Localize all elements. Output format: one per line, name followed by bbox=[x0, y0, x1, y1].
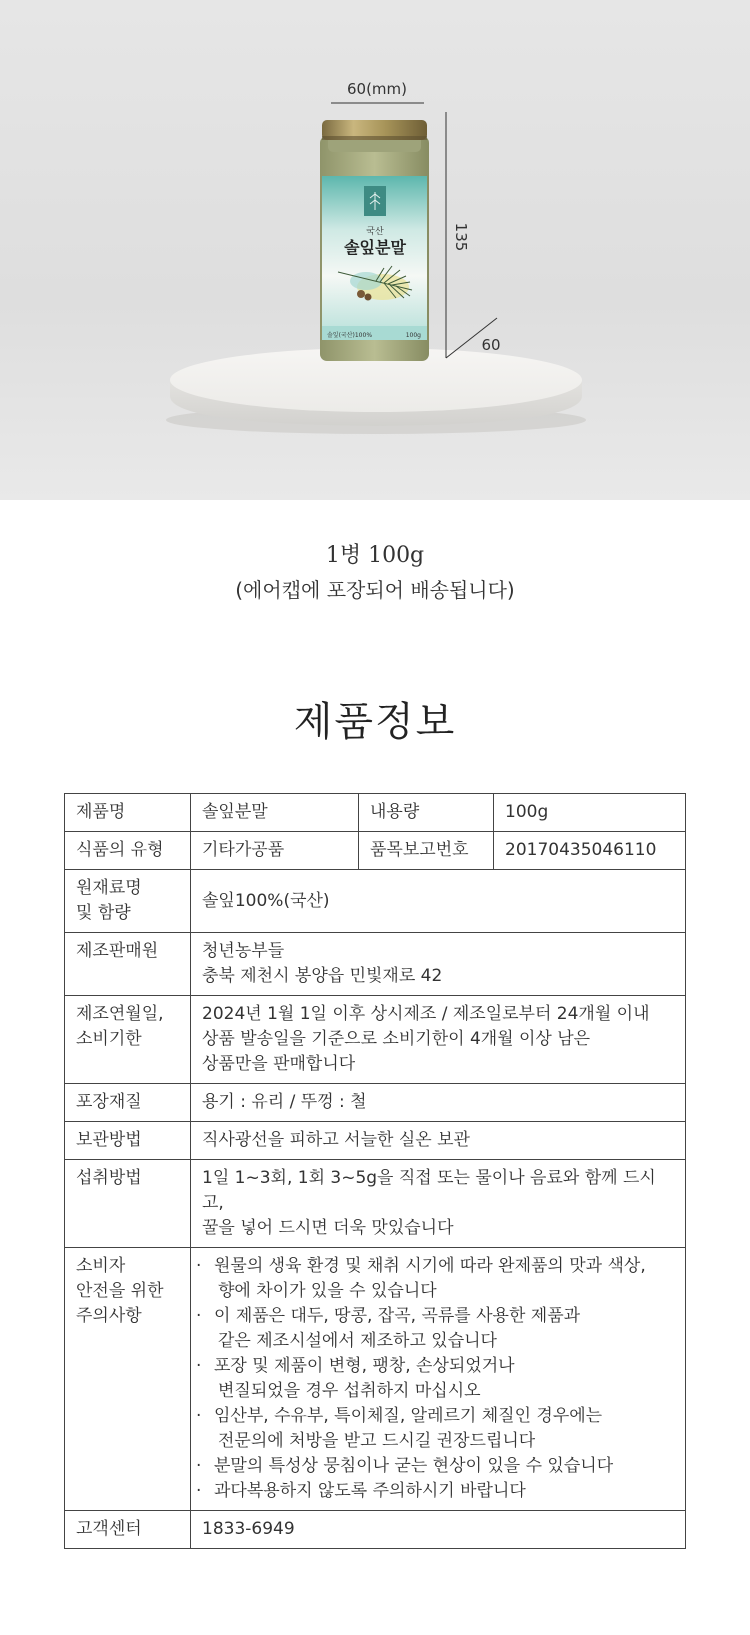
table-row bbox=[65, 1122, 686, 1160]
table-row bbox=[65, 870, 686, 933]
row-label: 품목보고번호 bbox=[359, 832, 494, 870]
row-label-line: 제조연월일, bbox=[76, 1004, 164, 1024]
list-item bbox=[196, 1479, 674, 1504]
pine-cone-icon-2 bbox=[365, 294, 372, 301]
packaging-caption: (에어캡에 포장되어 배송됩니다) bbox=[235, 578, 515, 602]
row-label-line: 원재료명 bbox=[76, 878, 142, 898]
list-item bbox=[196, 1254, 674, 1304]
list-item bbox=[196, 1304, 674, 1354]
row-value-line: 1일 1~3회, 1회 3~5g을 직접 또는 물이나 음료와 함께 드시고, bbox=[202, 1168, 656, 1213]
caution-line: · 포장 및 제품이 변형, 팽창, 손상되었거나 bbox=[214, 1356, 515, 1376]
caution-line: · 임산부, 수유부, 특이체질, 알레르기 체질인 경우에는 bbox=[214, 1406, 603, 1426]
row-value-line: 꿀을 넣어 드시면 더욱 맛있습니다 bbox=[202, 1218, 454, 1238]
table-row bbox=[65, 1511, 686, 1549]
row-value-line: 청년농부들 bbox=[202, 941, 285, 961]
caution-line: · 이 제품은 대두, 땅콩, 잡곡, 곡류를 사용한 제품과 bbox=[214, 1306, 581, 1326]
row-label-line: 주의사항 bbox=[76, 1306, 142, 1326]
row-value-line: 상품만을 판매합니다 bbox=[202, 1054, 356, 1074]
row-value: 기타가공품 bbox=[191, 832, 359, 870]
label-watercolor-blue bbox=[350, 272, 382, 290]
row-label: 섭취방법 bbox=[65, 1160, 191, 1248]
row-value: 100g bbox=[494, 794, 686, 832]
caution-line: 전문의에 처방을 받고 드시길 권장드립니다 bbox=[218, 1431, 536, 1451]
product-photo bbox=[0, 0, 750, 500]
row-label: 식품의 유형 bbox=[65, 832, 191, 870]
row-label: 고객센터 bbox=[65, 1511, 191, 1549]
caution-line: · 분말의 특성상 뭉침이나 굳는 현상이 있을 수 있습니다 bbox=[214, 1456, 614, 1476]
label-weight: 100g bbox=[405, 332, 421, 339]
label-origin: 국산 bbox=[366, 227, 384, 237]
table-row bbox=[65, 1248, 686, 1511]
table-row bbox=[65, 1084, 686, 1122]
pine-cone-icon bbox=[357, 290, 365, 298]
row-label-line: 소비자 bbox=[76, 1256, 126, 1276]
row-value: 용기 : 유리 / 뚜껑 : 철 bbox=[191, 1084, 686, 1122]
row-value bbox=[191, 996, 686, 1084]
caution-line: · 원물의 생육 환경 및 채취 시기에 따라 완제품의 맛과 색상, bbox=[214, 1256, 646, 1276]
table-row bbox=[65, 832, 686, 870]
row-value: 솔잎분말 bbox=[191, 794, 359, 832]
row-value-line: 상품 발송일을 기준으로 소비기한이 4개월 이상 남은 bbox=[202, 1029, 591, 1049]
row-value bbox=[191, 933, 686, 996]
table-row bbox=[65, 1160, 686, 1248]
row-label-line: 및 함량 bbox=[76, 903, 131, 923]
label-product-name: 솔잎분말 bbox=[344, 238, 406, 257]
caution-line: 변질되었을 경우 섭취하지 마십시오 bbox=[218, 1381, 481, 1401]
table-row bbox=[65, 933, 686, 996]
label-ingredient: 솔잎(국산)100% bbox=[327, 332, 373, 339]
quantity-caption: 1병 100g bbox=[325, 543, 425, 568]
list-item bbox=[196, 1454, 674, 1479]
row-value: 솔잎100%(국산) bbox=[191, 870, 686, 933]
row-label-line: 소비기한 bbox=[76, 1029, 142, 1049]
jar-lid-rim bbox=[322, 136, 427, 140]
product-illustration bbox=[0, 0, 750, 500]
caution-line: · 과다복용하지 않도록 주의하시기 바랍니다 bbox=[214, 1481, 526, 1501]
height-label: 135 bbox=[452, 222, 470, 252]
row-label: 보관방법 bbox=[65, 1122, 191, 1160]
list-item bbox=[196, 1404, 674, 1454]
row-label bbox=[65, 870, 191, 933]
row-value: 20170435046110 bbox=[494, 832, 686, 870]
caution-line: 같은 제조시설에서 제조하고 있습니다 bbox=[218, 1331, 497, 1351]
row-label: 내용량 bbox=[359, 794, 494, 832]
depth-label: 60 bbox=[481, 336, 501, 354]
row-label: 포장재질 bbox=[65, 1084, 191, 1122]
row-label: 제품명 bbox=[65, 794, 191, 832]
row-label: 제조판매원 bbox=[65, 933, 191, 996]
product-info-table bbox=[64, 793, 686, 1549]
row-label bbox=[65, 996, 191, 1084]
row-value: 1833-6949 bbox=[191, 1511, 686, 1549]
row-value bbox=[191, 1248, 686, 1511]
list-item bbox=[196, 1354, 674, 1404]
caution-list bbox=[196, 1254, 674, 1504]
caution-line: 향에 차이가 있을 수 있습니다 bbox=[218, 1281, 437, 1301]
row-value-line: 충북 제천시 봉양읍 민빛재로 42 bbox=[202, 966, 443, 986]
row-value-line: 2024년 1월 1일 이후 상시제조 / 제조일로부터 24개월 이내 bbox=[202, 1004, 650, 1024]
table-row bbox=[65, 794, 686, 832]
table-row bbox=[65, 996, 686, 1084]
row-label-line: 안전을 위한 bbox=[76, 1281, 164, 1301]
width-label: 60(mm) bbox=[346, 80, 408, 98]
row-label bbox=[65, 1248, 191, 1511]
row-value bbox=[191, 1160, 686, 1248]
section-title: 제품정보 bbox=[293, 699, 457, 745]
row-value: 직사광선을 피하고 서늘한 실온 보관 bbox=[191, 1122, 686, 1160]
